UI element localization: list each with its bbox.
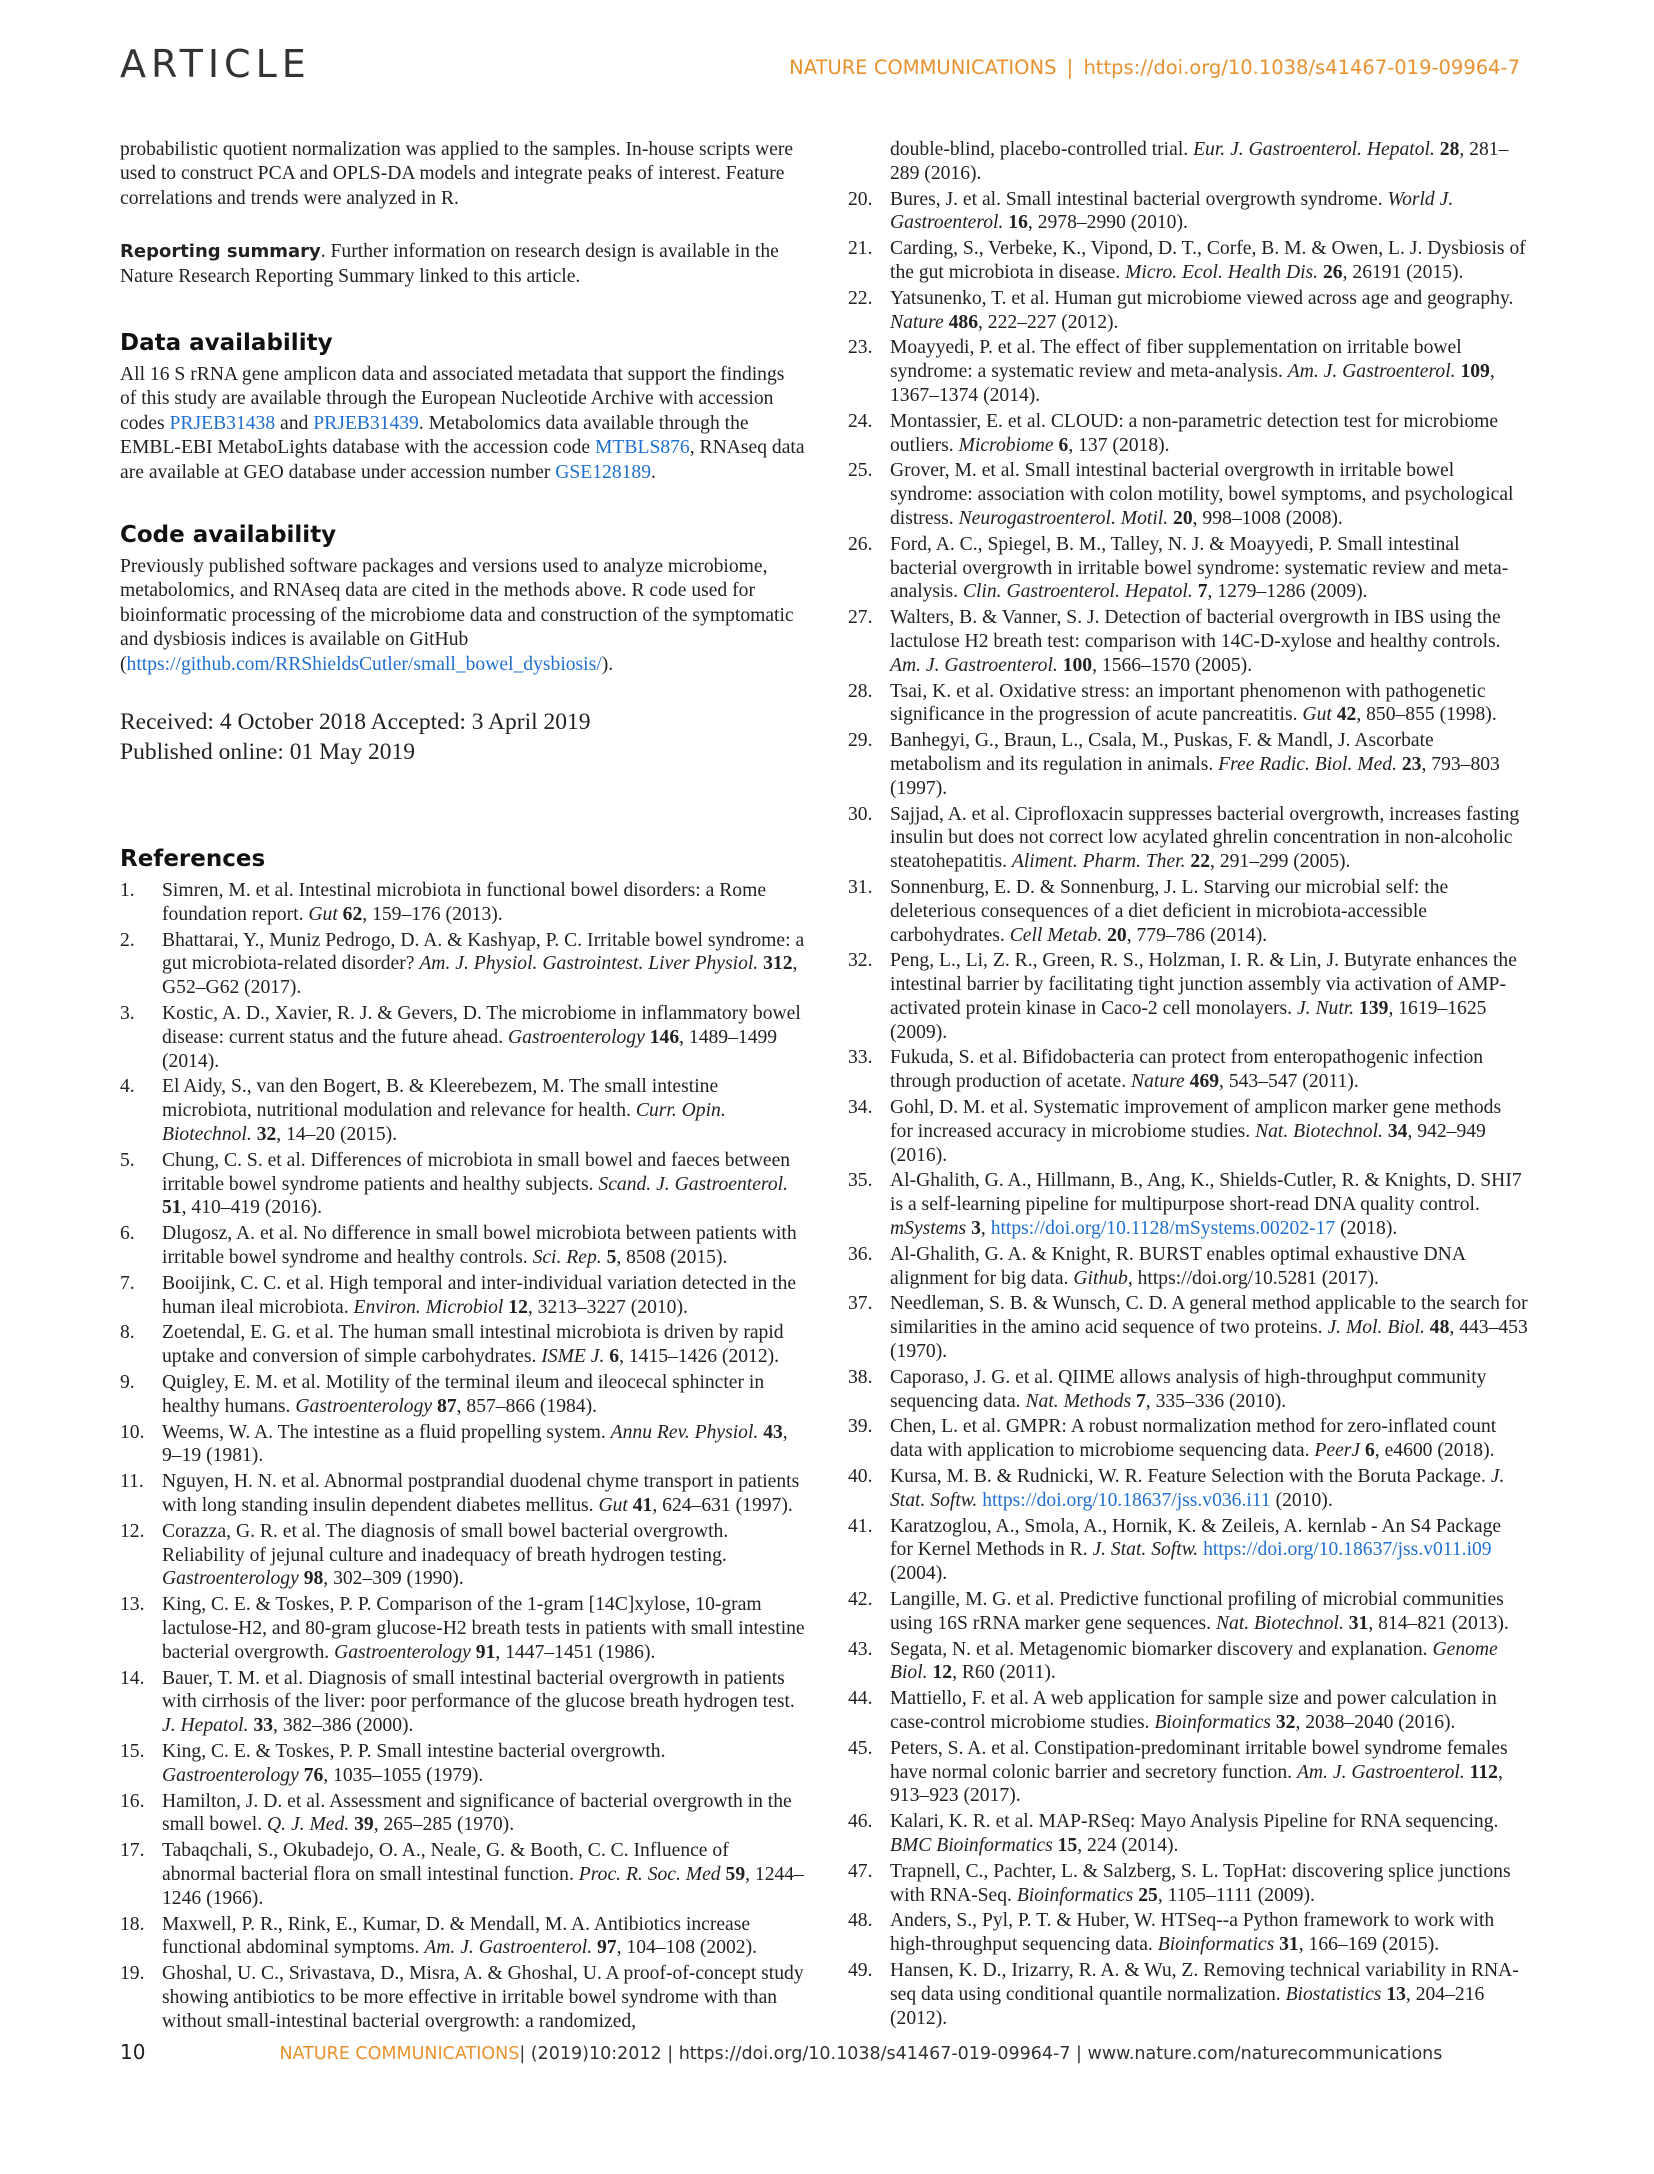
reference-item [848, 680, 1528, 728]
reference-text: Carding, S., Verbeke, K., Vipond, D. T., Corfe, B. M. & Owen, L. J. Dysbiosis of the gut microbiota in disease. Micro. Ecol. Health Dis. 26, 26191 (2015). [890, 238, 1526, 283]
reference-number [848, 138, 890, 186]
reference-item [848, 1638, 1528, 1686]
reporting-summary-text: . Further information on research design is available in the Nature Research Reporting Summary linked to this article. [120, 241, 779, 287]
reference-number: 9. [120, 1372, 135, 1394]
reference-text: Ford, A. C., Spiegel, B. M., Talley, N. J. & Moayyedi, P. Small intestinal bacterial overgrowth in irritable bowel syndrome: systematic review and meta-analysis. Clin. Gastroenterol. Hepatol. 7, 1279–1286 (2009). [890, 533, 1509, 603]
reference-number: 37. [848, 1293, 873, 1315]
reference-number: 47. [848, 1860, 873, 1882]
reference-item [848, 336, 1528, 407]
reference-number: 17. [120, 1840, 145, 1862]
reference-text: Grover, M. et al. Small intestinal bacterial overgrowth in irritable bowel syndrome: association with colon motility, bowel symptoms, and psychological distress. Neurogastroenterol. Motil. 20, 998–1008 (2008). [890, 460, 1514, 529]
reference-text: Ghoshal, U. C., Srivastava, D., Misra, A. & Ghoshal, U. A proof-of-concept study showing antibiotics to be more effective in irritable bowel syndrome with than without small-intestinal bacterial overgrowth: a randomized, [162, 1963, 804, 2032]
reference-number: 36. [848, 1243, 873, 1265]
reference-item [120, 879, 805, 927]
data-text-2: . Metabolomics data available through the EMBL-EBI MetaboLights database with the accession code [120, 412, 749, 459]
reference-item [120, 1839, 805, 1910]
github-link[interactable]: https://github.com/RRShieldsCutler/small_bowel_dysbiosis/ [126, 653, 602, 675]
reference-item [848, 1046, 1528, 1094]
accession-link-gse128189[interactable]: GSE128189 [555, 461, 652, 483]
reference-item [848, 1096, 1528, 1167]
reference-item [120, 1470, 805, 1518]
reference-text: Trapnell, C., Pachter, L. & Salzberg, S. L. TopHat: discovering splice junctions with RNA-Seq. Bioinformatics 25, 1105–1111 (2009). [890, 1860, 1511, 1906]
reference-text: Montassier, E. et al. CLOUD: a non-parametric detection test for microbiome outliers. Microbiome 6, 137 (2018). [890, 410, 1499, 456]
methods-intro-paragraph: probabilistic quotient normalization was applied to the samples. In-house scripts were used to construct PCA and OPLS-DA models and integrate peaks of interest. Feature correlations and trends were analyzed in R. [120, 139, 794, 209]
reference-text: Corazza, G. R. et al. The diagnosis of small bowel bacterial overgrowth. Reliability of jejunal culture and inadequacy of breath hydrogen testing. Gastroenterology 98, 302–309 (1990). [162, 1520, 729, 1590]
reference-text: Segata, N. et al. Metagenomic biomarker discovery and explanation. Genome Biol. 12, R60 (2011). [890, 1638, 1498, 1684]
reference-text: Sonnenburg, E. D. & Sonnenburg, J. L. Starving our microbial self: the deleterious consequences of a diet deficient in microbiota-accessible carbohydrates. Cell Metab. 20, 779–786 (2014). [890, 876, 1449, 946]
reference-item [120, 1790, 805, 1838]
reference-item [848, 533, 1528, 604]
reference-text: Chung, C. S. et al. Differences of microbiota in small bowel and faeces between irritable bowel syndrome patients and healthy subjects. Scand. J. Gastroenterol. 51, 410–419 (2016). [162, 1149, 791, 1219]
reference-number: 38. [848, 1366, 873, 1388]
reference-text: Hansen, K. D., Irizarry, R. A. & Wu, Z. Removing technical variability in RNA-seq data using conditional quantile normalization. Biostatistics 13, 204–216 (2012). [890, 1959, 1519, 2029]
reference-item [848, 606, 1528, 677]
reference-number: 3. [120, 1003, 135, 1025]
data-availability-heading: Data availability [120, 330, 333, 357]
reference-text: Anders, S., Pyl, P. T. & Huber, W. HTSeq--a Python framework to work with high-throughput sequencing data. Bioinformatics 31, 166–169 (2015). [890, 1910, 1495, 1956]
reference-item [120, 1222, 805, 1270]
reference-number: 10. [120, 1421, 145, 1443]
reference-text: Tsai, K. et al. Oxidative stress: an important phenomenon with pathogenetic significance in the progression of acute pancreatitis. Gut 42, 850–855 (1998). [890, 680, 1497, 726]
reference-text: Dlugosz, A. et al. No difference in small bowel microbiota between patients with irritable bowel syndrome and healthy controls. Sci. Rep. 5, 8508 (2015). [162, 1223, 797, 1269]
reference-text: Hamilton, J. D. et al. Assessment and significance of bacterial overgrowth in the small bowel. Q. J. Med. 39, 265–285 (1970). [162, 1790, 792, 1836]
reference-item [120, 1075, 805, 1146]
accession-link-prjeb31439[interactable]: PRJEB31439 [313, 412, 419, 434]
reference-item [120, 1002, 805, 1073]
reference-number: 24. [848, 410, 873, 432]
reference-number: 35. [848, 1170, 873, 1192]
reference-number: 20. [848, 188, 873, 210]
reference-item [848, 1243, 1528, 1291]
code-availability-heading: Code availability [120, 522, 337, 549]
reference-item [848, 1465, 1528, 1513]
footer-citation: | (2019)10:2012 | https://doi.org/10.1038/s41467-019-09964-7 | www.nature.com/naturecommunications [519, 2044, 1443, 2064]
reference-number: 5. [120, 1149, 135, 1171]
reference-number: 30. [848, 803, 873, 825]
reference-text: Kursa, M. B. & Rudnicki, W. R. Feature Selection with the Boruta Package. J. Stat. Softw. https://doi.org/10.18637/jss.v036.i11 (2010). [890, 1466, 1505, 1511]
reference-number: 19. [120, 1963, 145, 1985]
reference-number: 42. [848, 1589, 873, 1611]
reference-item [848, 803, 1528, 874]
page-footer [120, 2040, 1520, 2064]
reference-text: Al-Ghalith, G. A., Hillmann, B., Ang, K., Shields-Cutler, R. & Knights, D. SHI7 is a self-learning pipeline for multipurpose short-read DNA quality control. mSystems 3, https://doi.org/10.1128/mSystems.00202-17 (2018). [890, 1170, 1522, 1240]
references-heading: References [120, 846, 266, 873]
reference-number: 26. [848, 533, 873, 555]
reference-number: 2. [120, 929, 135, 951]
reference-text: Banhegyi, G., Braun, L., Csala, M., Puskas, F. & Mandl, J. Ascorbate metabolism and its regulation in animals. Free Radic. Biol. Med. 23, 793–803 (1997). [890, 730, 1500, 799]
reference-text: Zoetendal, E. G. et al. The human small intestinal microbiota is driven by rapid uptake and conversion of simple carbohydrates. ISME J. 6, 1415–1426 (2012). [162, 1322, 784, 1368]
reference-item [848, 1810, 1528, 1858]
reference-text: Booijink, C. C. et al. High temporal and inter-individual variation detected in the human ileal microbiota. Environ. Microbiol 12, 3213–3227 (2010). [162, 1272, 797, 1318]
reference-number: 23. [848, 337, 873, 359]
reference-number: 27. [848, 607, 873, 629]
data-text-and: and [275, 412, 314, 434]
header-doi-link[interactable]: https://doi.org/10.1038/s41467-019-09964-7 [1083, 56, 1520, 79]
reference-item [120, 929, 805, 1000]
reference-item [848, 1292, 1528, 1363]
page-number: 10 [120, 2040, 146, 2064]
reference-item [848, 1169, 1528, 1240]
reference-text: Peng, L., Li, Z. R., Green, R. S., Holzman, I. R. & Lin, J. Butyrate enhances the intestinal barrier by facilitating tight junction assembly via activation of AMP-activated protein kinase in Caco-2 cell monolayers. J. Nutr. 139, 1619–1625 (2009). [890, 950, 1517, 1043]
reference-item [848, 1687, 1528, 1735]
reference-item [848, 410, 1528, 458]
reference-item [848, 1737, 1528, 1808]
footer-journal-name: NATURE COMMUNICATIONS [279, 2044, 520, 2064]
reference-number: 11. [120, 1471, 144, 1493]
reference-item [848, 1366, 1528, 1414]
reference-text: King, C. E. & Toskes, P. P. Small intestine bacterial overgrowth. Gastroenterology 76, 1035–1055 (1979). [162, 1740, 666, 1786]
reference-item [848, 1588, 1528, 1636]
reference-text: Chen, L. et al. GMPR: A robust normalization method for zero-inflated count data with application to microbiome sequencing data. PeerJ 6, e4600 (2018). [890, 1416, 1497, 1462]
reference-number: 6. [120, 1223, 135, 1245]
code-text-2: ). [601, 653, 614, 675]
reference-text: Weems, W. A. The intestine as a fluid propelling system. Annu Rev. Physiol. 43, 9–19 (1981). [162, 1421, 788, 1467]
reference-number: 18. [120, 1913, 145, 1935]
reference-number: 4. [120, 1076, 135, 1098]
reference-number: 22. [848, 287, 873, 309]
reference-text: Caporaso, J. G. et al. QIIME allows analysis of high-throughput community sequencing data. Nat. Methods 7, 335–336 (2010). [890, 1366, 1487, 1412]
reference-number: 31. [848, 876, 873, 898]
reference-text: Bhattarai, Y., Muniz Pedrogo, D. A. & Kashyap, P. C. Irritable bowel syndrome: a gut microbiota-related disorder? Am. J. Physiol. Gastrointest. Liver Physiol. 312, G52–G62 (2017). [162, 929, 805, 999]
reference-number: 45. [848, 1737, 873, 1759]
article-label: ARTICLE [120, 42, 311, 86]
reference-text: Quigley, E. M. et al. Motility of the terminal ileum and ileocecal sphincter in healthy humans. Gastroenterology 87, 857–866 (1984). [162, 1372, 765, 1417]
reference-text: Bauer, T. M. et al. Diagnosis of small intestinal bacterial overgrowth in patients with cirrhosis of the liver: poor performance of the glucose breath hydrogen test. J. Hepatol. 33, 382–386 (2000). [162, 1667, 795, 1737]
reference-doi-link[interactable]: https://doi.org/10.18637/jss.v011.i09 [1203, 1539, 1492, 1561]
reference-item [120, 1149, 805, 1220]
reference-item [848, 949, 1528, 1044]
reference-text: double-blind, placebo-controlled trial. Eur. J. Gastroenterol. Hepatol. 28, 281–289 (2016). [890, 139, 1509, 184]
reference-number: 44. [848, 1688, 873, 1710]
data-availability-paragraph [120, 363, 805, 485]
reference-text: Yatsunenko, T. et al. Human gut microbiome viewed across age and geography. Nature 486, 222–227 (2012). [890, 287, 1514, 333]
data-text-1: All 16 S rRNA gene amplicon data and associated metadata that support the findings of this study are available through the European Nucleotide Archive with accession codes [120, 364, 785, 434]
reference-number: 21. [848, 238, 873, 260]
reference-item [848, 1959, 1528, 2030]
reference-item [848, 237, 1528, 285]
header-journal-doi [789, 56, 1520, 79]
reference-text: Karatzoglou, A., Smola, A., Hornik, K. & Zeileis, A. kernlab - An S4 Package for Kernel Methods in R. J. Stat. Softw. https://doi.org/10.18637/jss.v011.i09 (2004). [890, 1515, 1502, 1585]
reference-text: El Aidy, S., van den Bogert, B. & Kleerebezem, M. The small intestine microbiota, nutritional modulation and relevance for health. Curr. Opin. Biotechnol. 32, 14–20 (2015). [162, 1076, 726, 1146]
reference-number: 28. [848, 680, 873, 702]
reference-number: 32. [848, 950, 873, 972]
reference-text: Langille, M. G. et al. Predictive functional profiling of microbial communities using 16S rRNA marker gene sequences. Nat. Biotechnol. 31, 814–821 (2013). [890, 1589, 1509, 1634]
reference-item [848, 459, 1528, 530]
reference-doi-link[interactable]: https://doi.org/10.18637/jss.v036.i11 [982, 1489, 1271, 1511]
reference-number: 34. [848, 1097, 873, 1119]
header-separator: | [1066, 56, 1074, 79]
reference-item [848, 1515, 1528, 1586]
reference-number: 49. [848, 1959, 873, 1981]
data-text-4: . [651, 461, 656, 483]
references-list-right [848, 138, 1528, 2030]
reference-text: Kalari, K. R. et al. MAP-RSeq: Mayo Analysis Pipeline for RNA sequencing. BMC Bioinformatics 15, 224 (2014). [890, 1811, 1499, 1856]
reference-item [120, 1962, 805, 2033]
reference-text: Sajjad, A. et al. Ciprofloxacin suppresses bacterial overgrowth, increases fasting insulin but does not correct low acylated ghrelin concentration in non-alcoholic steatohepatitis. Aliment. Pharm. Ther. 22, 291–299 (2005). [890, 803, 1520, 873]
reference-text: Needleman, S. B. & Wunsch, C. D. A general method applicable to the search for similarities in the amino acid sequence of two proteins. J. Mol. Biol. 48, 443–453 (1970). [890, 1293, 1528, 1363]
reference-number: 48. [848, 1910, 873, 1932]
published-date: Published online: 01 May 2019 [120, 739, 416, 766]
data-text-3: , RNAseq data are available at GEO database under accession number [120, 437, 805, 483]
reference-number: 16. [120, 1790, 145, 1812]
reference-item [120, 1520, 805, 1591]
reference-item [120, 1321, 805, 1369]
reference-item [848, 1415, 1528, 1463]
reference-item [848, 1909, 1528, 1957]
reference-item [848, 1860, 1528, 1908]
reference-text: Moayyedi, P. et al. The effect of fiber supplementation on irritable bowel syndrome: a systematic review and meta-analysis. Am. J. Gastroenterol. 109, 1367–1374 (2014). [890, 337, 1495, 406]
reporting-summary-label: Reporting summary [120, 241, 321, 263]
reference-text: Tabaqchali, S., Okubadejo, O. A., Neale, G. & Booth, C. C. Influence of abnormal bacterial flora on small intestinal function. Proc. R. Soc. Med 59, 1244–1246 (1966). [162, 1840, 804, 1909]
reference-item [120, 1667, 805, 1738]
reference-text: Peters, S. A. et al. Constipation-predominant irritable bowel syndrome females have normal colonic barrier and secretory function. Am. J. Gastroenterol. 112, 913–923 (2017). [890, 1737, 1508, 1807]
reference-number: 39. [848, 1416, 873, 1438]
accession-link-prjeb31438[interactable]: PRJEB31438 [169, 412, 276, 434]
reference-number: 43. [848, 1638, 873, 1660]
reference-item [848, 729, 1528, 800]
reference-number: 33. [848, 1047, 873, 1069]
references-list-left [120, 879, 805, 2033]
reference-number: 25. [848, 460, 873, 482]
header-journal-name: NATURE COMMUNICATIONS [789, 56, 1057, 79]
reference-text: Walters, B. & Vanner, S. J. Detection of bacterial overgrowth in IBS using the lactulose H2 breath test: comparison with 14C-D-xylose and healthy controls. Am. J. Gastroenterol. 100, 1566–1570 (2005). [890, 607, 1501, 676]
reference-number: 15. [120, 1740, 145, 1762]
reference-number: 46. [848, 1811, 873, 1833]
reference-item [848, 188, 1528, 236]
reference-text: Maxwell, P. R., Rink, E., Kumar, D. & Mendall, M. A. Antibiotics increase functional abdominal symptoms. Am. J. Gastroenterol. 97, 104–108 (2002). [162, 1913, 758, 1959]
reference-number: 40. [848, 1466, 873, 1488]
reference-item [120, 1421, 805, 1469]
reference-text: Fukuda, S. et al. Bifidobacteria can protect from enteropathogenic infection through production of acetate. Nature 469, 543–547 (2011). [890, 1047, 1484, 1093]
code-text-1: Previously published software packages and versions used to analyze microbiome, metabolomics, and RNAseq data are cited in the methods above. R code used for bioinformatic processing of the microbiome data and construction of the symptomatic and dysbiosis indices is available on GitHub ( [120, 556, 794, 675]
code-availability-paragraph [120, 555, 805, 677]
reference-item [120, 1371, 805, 1419]
reference-item [120, 1593, 805, 1664]
reference-number: 12. [120, 1520, 145, 1542]
reference-text: Nguyen, H. N. et al. Abnormal postprandial duodenal chyme transport in patients with long standing insulin dependent diabetes mellitus. Gut 41, 624–631 (1997). [162, 1471, 800, 1517]
left-column [120, 138, 805, 2036]
reference-item [120, 1913, 805, 1961]
reference-number: 14. [120, 1667, 145, 1689]
reference-item [848, 287, 1528, 335]
reference-text: Simren, M. et al. Intestinal microbiota in functional bowel disorders: a Rome foundation report. Gut 62, 159–176 (2013). [162, 880, 767, 925]
reference-item [120, 1272, 805, 1320]
reference-item [848, 876, 1528, 947]
received-accepted-dates: Received: 4 October 2018 Accepted: 3 April 2019 [120, 709, 591, 736]
right-column [848, 138, 1528, 2032]
reference-doi-link[interactable]: https://doi.org/10.1128/mSystems.00202-17 [990, 1218, 1336, 1240]
reporting-summary-paragraph [120, 240, 805, 289]
reference-number: 13. [120, 1594, 145, 1616]
reference-number: 7. [120, 1272, 135, 1294]
reference-number: 1. [120, 880, 135, 902]
reference-number: 41. [848, 1515, 873, 1537]
reference-number: 8. [120, 1322, 135, 1344]
reference-text: Mattiello, F. et al. A web application for sample size and power calculation in case-control microbiome studies. Bioinformatics 32, 2038–2040 (2016). [890, 1688, 1497, 1733]
reference-item [120, 1740, 805, 1788]
reference-text: Gohl, D. M. et al. Systematic improvement of amplicon marker gene methods for increased accuracy in microbiome studies. Nat. Biotechnol. 34, 942–949 (2016). [890, 1097, 1502, 1166]
accession-link-mtbls876[interactable]: MTBLS876 [595, 437, 690, 459]
reference-text: King, C. E. & Toskes, P. P. Comparison of the 1-gram [14C]xylose, 10-gram lactulose-H2, and 80-gram glucose-H2 breath tests in patients with small intestine bacterial overgrowth. Gastroenterology 91, 1447–1451 (1986). [162, 1594, 805, 1663]
reference-item [848, 138, 1528, 186]
reference-number: 29. [848, 730, 873, 752]
reference-text: Kostic, A. D., Xavier, R. J. & Gevers, D. The microbiome in inflammatory bowel disease: current status and the future ahead. Gastroenterology 146, 1489–1499 (2014). [162, 1003, 801, 1072]
reference-text: Bures, J. et al. Small intestinal bacterial overgrowth syndrome. World J. Gastroenterol. 16, 2978–2990 (2010). [890, 188, 1454, 234]
reference-text: Al-Ghalith, G. A. & Knight, R. BURST enables optimal exhaustive DNA alignment for big data. Github, https://doi.org/10.5281 (2017). [890, 1243, 1465, 1289]
